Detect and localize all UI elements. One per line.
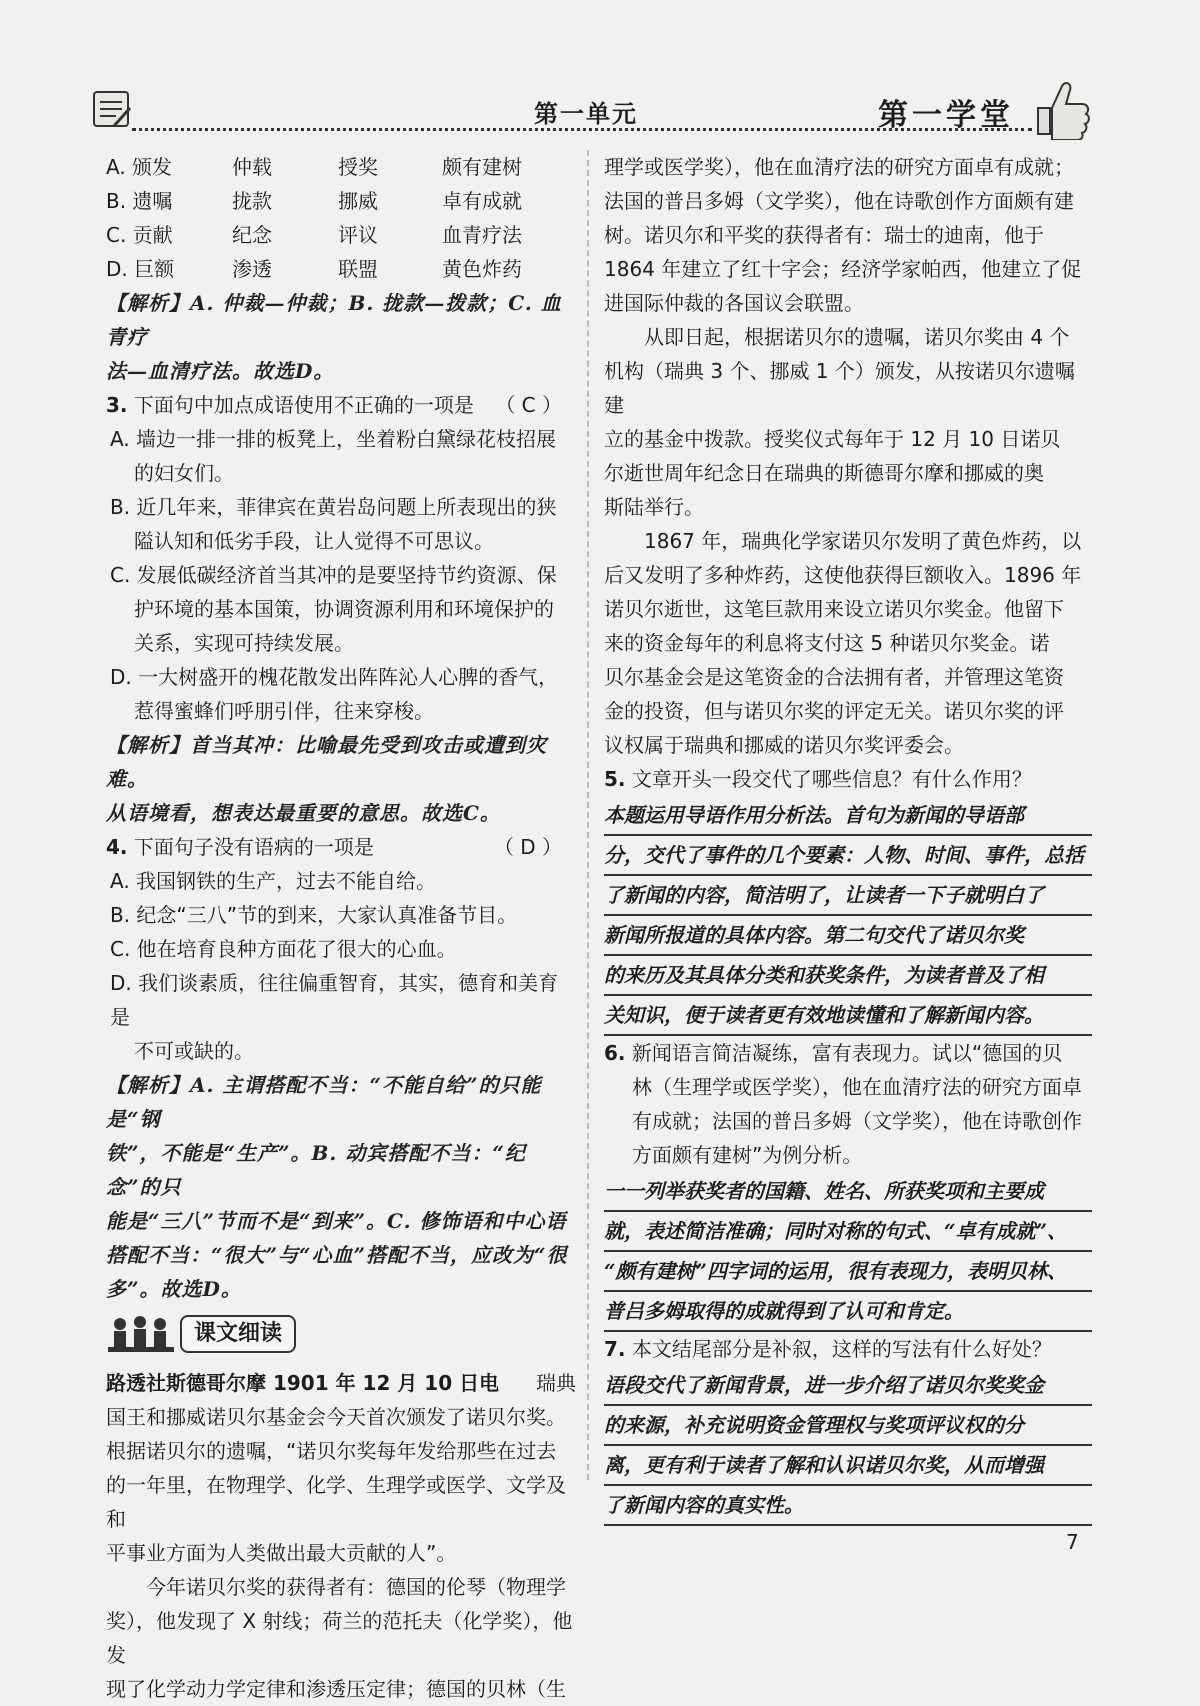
option-line: 护环境的基本国策，协调资源利用和环境保护的 (134, 597, 554, 621)
answer-line: 普吕多姆取得的成就得到了认可和肯定。 (604, 1292, 1092, 1332)
analysis-line: 铁”，不能是“生产”。B. 动宾搭配不当：“纪念”的只 (106, 1141, 526, 1199)
answer-line: 就，表述简洁准确；同时对称的句式、“卓有成就”、 (604, 1212, 1092, 1252)
option-cell: 挪威 (338, 189, 378, 213)
question-number: 3. (106, 393, 128, 417)
unit-title: 第一单元 (534, 100, 638, 128)
question-stem: 下面句子没有语病的一项是 (133, 835, 374, 859)
question-number: 7. (604, 1337, 626, 1361)
question-stem: 本文结尾部分是补叙，这样的写法有什么好处？ (631, 1337, 1052, 1361)
question-5 (604, 762, 1092, 796)
option-line: B. 近几年来，菲律宾在黄岩岛问题上所表现出的狭 (110, 495, 557, 519)
question-stem: 方面颇有建树”为例分析。 (632, 1143, 863, 1167)
option-cell: 血青疗法 (442, 223, 522, 247)
question-stem: 有成就；法国的普吕多姆（文学奖），他在诗歌创作 (632, 1109, 1082, 1133)
article-dateline: 路透社斯德哥尔摩 1901 年 12 月 10 日电 (106, 1371, 500, 1395)
question-stem: 林（生理学或医学奖），他在血清疗法的研究方面卓 (632, 1075, 1082, 1099)
article-line: 金的投资，但与诺贝尔奖的评定无关。诺贝尔奖的评 (604, 699, 1064, 723)
answer-line: 了新闻的内容，简洁明了，让读者一下子就明白了 (604, 876, 1092, 916)
article-line: 机构（瑞典 3 个、挪威 1 个）颁发，从按诺贝尔遗嘱建 (604, 359, 1075, 417)
question-4 (106, 830, 576, 864)
answer-choice: （ C ） (495, 393, 562, 417)
right-column (604, 150, 1092, 1526)
article-line: 现了化学动力学定律和渗透压定律；德国的贝林（生 (106, 1677, 566, 1701)
question-7 (604, 1332, 1092, 1366)
question-stem: 下面句中加点成语使用不正确的一项是 (133, 393, 474, 417)
page-header (88, 82, 1103, 142)
thumbs-up-icon (1028, 74, 1098, 140)
answer-line: 一一列举获奖者的国籍、姓名、所获奖项和主要成 (604, 1172, 1092, 1212)
question-6 (604, 1036, 1092, 1070)
left-column (106, 150, 576, 1706)
option-cell: 黄色炸药 (442, 257, 522, 281)
readers-icon (106, 1312, 184, 1356)
option-cell: 拢款 (232, 189, 272, 213)
option-cell: B. 遗嘱 (106, 189, 173, 213)
option-line: D. 我们谈素质，往往偏重智育，其实，德育和美育是 (110, 971, 559, 1029)
article-line: 从即日起，根据诺贝尔的遗嘱，诺贝尔奖由 4 个 (644, 325, 1070, 349)
answer-line: 分，交代了事件的几个要素：人物、时间、事件，总括 (604, 836, 1092, 876)
option-cell: 仲载 (232, 155, 272, 179)
article-text: 瑞典 (536, 1371, 576, 1395)
option-line: 的妇女们。 (134, 461, 234, 485)
article-line: 根据诺贝尔的遗嘱，“诺贝尔奖每年发给那些在过去 (106, 1439, 557, 1463)
answer-line: 语段交代了新闻背景，进一步介绍了诺贝尔奖奖金 (604, 1366, 1092, 1406)
option-row (106, 218, 576, 252)
article-line: 立的基金中拨款。授奖仪式每年于 12 月 10 日诺贝 (604, 427, 1061, 451)
option-row (106, 184, 576, 218)
answer-line: 的来历及其具体分类和获奖条件，为读者普及了相 (604, 956, 1092, 996)
article-line: 来的资金每年的利息将支付这 5 种诺贝尔奖金。诺 (604, 631, 1050, 655)
article-line: 贝尔基金会是这笔资金的合法拥有者，并管理这笔资 (604, 665, 1064, 689)
option-table (106, 150, 576, 286)
article-line: 1864 年建立了红十字会；经济学家帕西，他建立了促 (604, 257, 1082, 281)
question-3 (106, 388, 576, 422)
question-stem: 文章开头一段交代了哪些信息？有什么作用？ (631, 767, 1032, 791)
question-number: 5. (604, 767, 626, 791)
question-number: 4. (106, 835, 128, 859)
option-cell: D. 巨额 (106, 257, 175, 281)
article-line: 进国际仲裁的各国议会联盟。 (604, 291, 864, 315)
option-row (106, 150, 576, 184)
option-cell: 颇有建树 (442, 155, 522, 179)
section-title: 课文细读 (180, 1315, 296, 1353)
option-cell: A. 颁发 (106, 155, 173, 179)
option-line: D. 一大树盛开的槐花散发出阵阵沁人心脾的香气， (110, 665, 559, 689)
option-line: 不可或缺的。 (134, 1039, 254, 1063)
option-line: C. 发展低碳经济首当其冲的是要坚持节约资源、保 (110, 563, 557, 587)
question-number: 6. (604, 1041, 626, 1065)
answer-line: 新闻所报道的具体内容。第二句交代了诺贝尔奖 (604, 916, 1092, 956)
article-line: 树。诺贝尔和平奖的获得者有：瑞士的迪南，他于 (604, 223, 1044, 247)
option-line: 关系，实现可持续发展。 (134, 631, 354, 655)
option-row (106, 252, 576, 286)
article-line: 奖），他发现了 X 射线；荷兰的范托夫（化学奖），他发 (106, 1609, 573, 1667)
page-number: 7 (1066, 1530, 1079, 1554)
analysis-line: 多”。故选D。 (106, 1277, 242, 1301)
analysis-line: 从语境看，想表达最重要的意思。故选C。 (106, 801, 501, 825)
option-line: A. 墙边一排一排的板凳上，坐着粉白黛绿花枝招展 (110, 427, 557, 451)
analysis-line: 【解析】A. 主谓搭配不当：“不能自给”的只能是“钢 (106, 1073, 542, 1131)
analysis-line: 【解析】首当其冲：比喻最先受到攻击或遭到灾难。 (106, 733, 547, 791)
answer-choice: （ D ） (493, 835, 562, 859)
article-line: 诺贝尔逝世，这笔巨款用来设立诺贝尔奖金。他留下 (604, 597, 1064, 621)
answer-line: 离，更有利于读者了解和认识诺贝尔奖，从而增强 (604, 1446, 1092, 1486)
analysis-line: 【解析】A. 仲裁—仲裁；B. 拢款—拨款；C. 血青疗 (106, 291, 562, 349)
answer-line: 的来源，补充说明资金管理权与奖项评议权的分 (604, 1406, 1092, 1446)
column-divider (587, 150, 589, 1480)
answer-line: “颇有建树”四字词的运用，很有表现力，表明贝林、 (604, 1252, 1092, 1292)
option-line: 惹得蜜蜂们呼朋引伴，往来穿梭。 (134, 699, 434, 723)
article-line: 法国的普吕多姆（文学奖），他在诗歌创作方面颇有建 (604, 189, 1074, 213)
answer-line: 本题运用导语作用分析法。首句为新闻的导语部 (604, 796, 1092, 836)
option-cell: 卓有成就 (442, 189, 522, 213)
article-line: 国王和挪威诺贝尔基金会今天首次颁发了诺贝尔奖。 (106, 1405, 566, 1429)
article-line: 尔逝世周年纪念日在瑞典的斯德哥尔摩和挪威的奥 (604, 461, 1044, 485)
option-cell: 纪念 (232, 223, 272, 247)
option-cell: 联盟 (338, 257, 378, 281)
article-line: 议权属于瑞典和挪威的诺贝尔奖评委会。 (604, 733, 964, 757)
option-cell: C. 贡献 (106, 223, 173, 247)
brand-title: 第一学堂 (878, 98, 1014, 133)
article-line: 今年诺贝尔奖的获得者有：德国的伦琴（物理学 (146, 1575, 566, 1599)
option-cell: 授奖 (338, 155, 378, 179)
analysis-line: 搭配不当：“很大”与“心血”搭配不当，应改为“很 (106, 1243, 568, 1267)
article-line: 理学或医学奖），他在血清疗法的研究方面卓有成就； (604, 155, 1074, 179)
article-line: 平事业方面为人类做出最大贡献的人”。 (106, 1541, 457, 1565)
article-dateline-line (106, 1366, 576, 1400)
question-stem: 新闻语言简洁凝练，富有表现力。试以“德国的贝 (631, 1041, 1063, 1065)
article-line: 斯陆举行。 (604, 495, 704, 519)
article-line: 的一年里，在物理学、化学、生理学或医学、文学及和 (106, 1473, 566, 1531)
option-cell: 渗透 (232, 257, 272, 281)
option-line: C. 他在培育良种方面花了很大的心血。 (110, 937, 457, 961)
option-cell: 评议 (338, 223, 378, 247)
option-line: 隘认知和低劣手段，让人觉得不可思议。 (134, 529, 494, 553)
answer-line: 关知识，便于读者更有效地读懂和了解新闻内容。 (604, 996, 1092, 1036)
section-badge (106, 1312, 576, 1356)
article-line: 后又发明了多种炸药，这使他获得巨额收入。1896 年 (604, 563, 1082, 587)
analysis-line: 法—血清疗法。故选D。 (106, 359, 335, 383)
notebook-icon (88, 86, 134, 132)
option-line: B. 纪念“三八”节的到来，大家认真准备节目。 (110, 903, 518, 927)
answer-line: 了新闻内容的真实性。 (604, 1486, 1092, 1526)
option-line: A. 我国钢铁的生产，过去不能自给。 (110, 869, 437, 893)
analysis-line: 能是“三八”节而不是“到来”。C. 修饰语和中心语 (106, 1209, 567, 1233)
article-line: 1867 年，瑞典化学家诺贝尔发明了黄色炸药，以 (644, 529, 1082, 553)
